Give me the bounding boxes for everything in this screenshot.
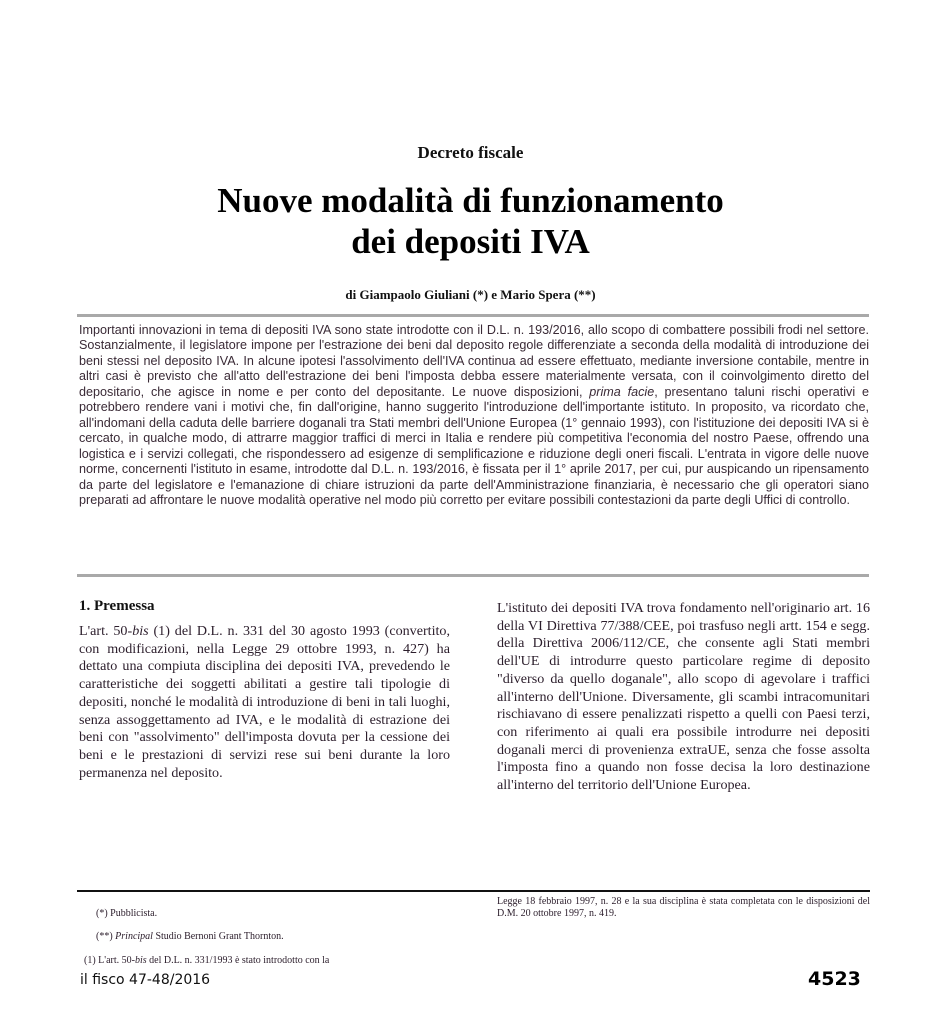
footnote-1: (*) Pubblicista. [96,907,158,919]
abstract-italic: prima facie [589,384,655,399]
title-line-2: dei depositi IVA [351,222,590,261]
footnote-2-rest: Studio Bernoni Grant Thornton. [152,931,284,943]
title-line-1: Nuove modalità di funzionamento [217,181,724,220]
section-kicker: Decreto fiscale [417,143,524,162]
footnote-3-italic: bis [134,954,147,966]
abstract-top-rule [77,314,869,317]
abstract-bottom-rule [77,574,869,577]
footnote-2-mark: (**) [96,931,116,943]
footnote-2-italic: Principal [115,931,153,943]
article-authors: di Giampaolo Giuliani (*) e Mario Spera (**) [345,287,596,302]
footnote-rule [77,890,870,892]
footnotes-left [84,896,466,979]
body-column-right: L'istituto dei depositi IVA trova fondamento nell'originario art. 16 della VI Direttiva 77/388/CEE, poi trasfuso negli artt. 154 e segg. della Direttiva 2006/112/CE, che consente agli Stati membri dell'UE di introdurre questo particolare regime di deposito "diverso da quello doganale", allo scopo di agevolare i traffici all'interno dell'Unione. Diversamente, gli scambi intracomunitari rischiavano di essere penalizzati rispetto a quelli con Paesi terzi, con riferimento ai quali era possibile introdurre nei depositi doganali merci di provenienza extraUE, senza che fosse assolta l'imposta fino a quando non fosse decisa la loro destinazione all'interno del territorio dell'Unione Europea. [497,600,870,794]
footnote-2 [96,931,466,943]
page-number: 4523 [808,968,861,990]
article-title [0,180,941,262]
body-column-left [79,623,450,782]
section-heading: 1. Premessa [79,598,155,614]
abstract-part-1: Importanti innovazioni in tema di depositi IVA sono state introdotte con il D.L. n. 193/2016, allo scopo di combattere possibili frodi nel settore. Sostanzialmente, il legislatore impone per l'estrazione dei beni dal deposito regole differenziate a seconda della modalità di introduzione dei beni stessi nel deposito IVA. In alcune ipotesi l'assolvimento dell'IVA continua ad essere effettuato, mediante inversione contabile, mentre in altri casi è previsto che all'atto dell'estrazione dei beni l'imposta debba essere materialmente versata, con il coinvolgimento diretto del depositario, che agisce in nome e per conto del depositante. Le nuove disposizioni, [79,323,869,399]
left-col-part-2: (1) del D.L. n. 331 del 30 agosto 1993 (convertito, con modificazioni, nella Legge 29 ottobre 1993, n. 427) ha dettato una compiuta disciplina dei depositi IVA, prevedendo le caratteristiche dei soggetti abilitati a gestire tali tipologie di depositi, nonché le modalità di introduzione di beni in tali luoghi, senza assoggettamento ad IVA, e le modalità di estrazione dei beni con "assolvimento" dell'imposta dovuta per la cessione dei beni e le prestazioni di servizi rese sui beni durante la loro permanenza nel deposito. [79,623,450,781]
journal-issue: il fisco 47-48/2016 [80,972,211,988]
footnote-3 [84,955,466,967]
abstract-text [79,323,869,508]
footnote-3-part-1: (1) L'art. 50- [84,954,135,966]
left-col-italic: bis [132,623,149,639]
footnote-3-continuation: Legge 18 febbraio 1997, n. 28 e la sua disciplina è stata completata con le disposizioni del D.M. 20 ottobre 1997, n. 419. [497,896,870,919]
left-col-part-1: L'art. 50- [79,623,133,639]
footnote-3-part-2: del D.L. n. 331/1993 è stato introdotto con la [146,954,330,966]
abstract-part-2: , presentano taluni rischi operativi e potrebbero rendere vani i motivi che, fin dall'origine, hanno suggerito l'introduzione dell'importante istituto. In proposito, va ricordato che, all'indomani della caduta delle barriere doganali tra Stati membri dell'Unione Europea (1° gennaio 1993), con l'istituzione dei depositi IVA si è cercato, in qualche modo, di attrarre maggior traffici di merci in Italia e rendere più competitiva l'economia del nostro Paese, offrendo una logistica e i servizi collegati, che rispondessero ad esigenze di semplificazione e riduzione degli oneri fiscali. L'entrata in vigore delle nuove norme, concernenti l'istituto in esame, introdotte dal D.L. n. 193/2016, è fissata per il 1° aprile 2017, per cui, pur auspicando un ripensamento da parte del legislatore e l'emanazione di chiare istruzioni da parte dell'Amministrazione finanziaria, è necessario che gli operatori siano preparati ad affrontare le nuove modalità operative nel modo più corretto per evitare possibili contestazioni da parte degli Uffici di controllo. [79,384,869,507]
